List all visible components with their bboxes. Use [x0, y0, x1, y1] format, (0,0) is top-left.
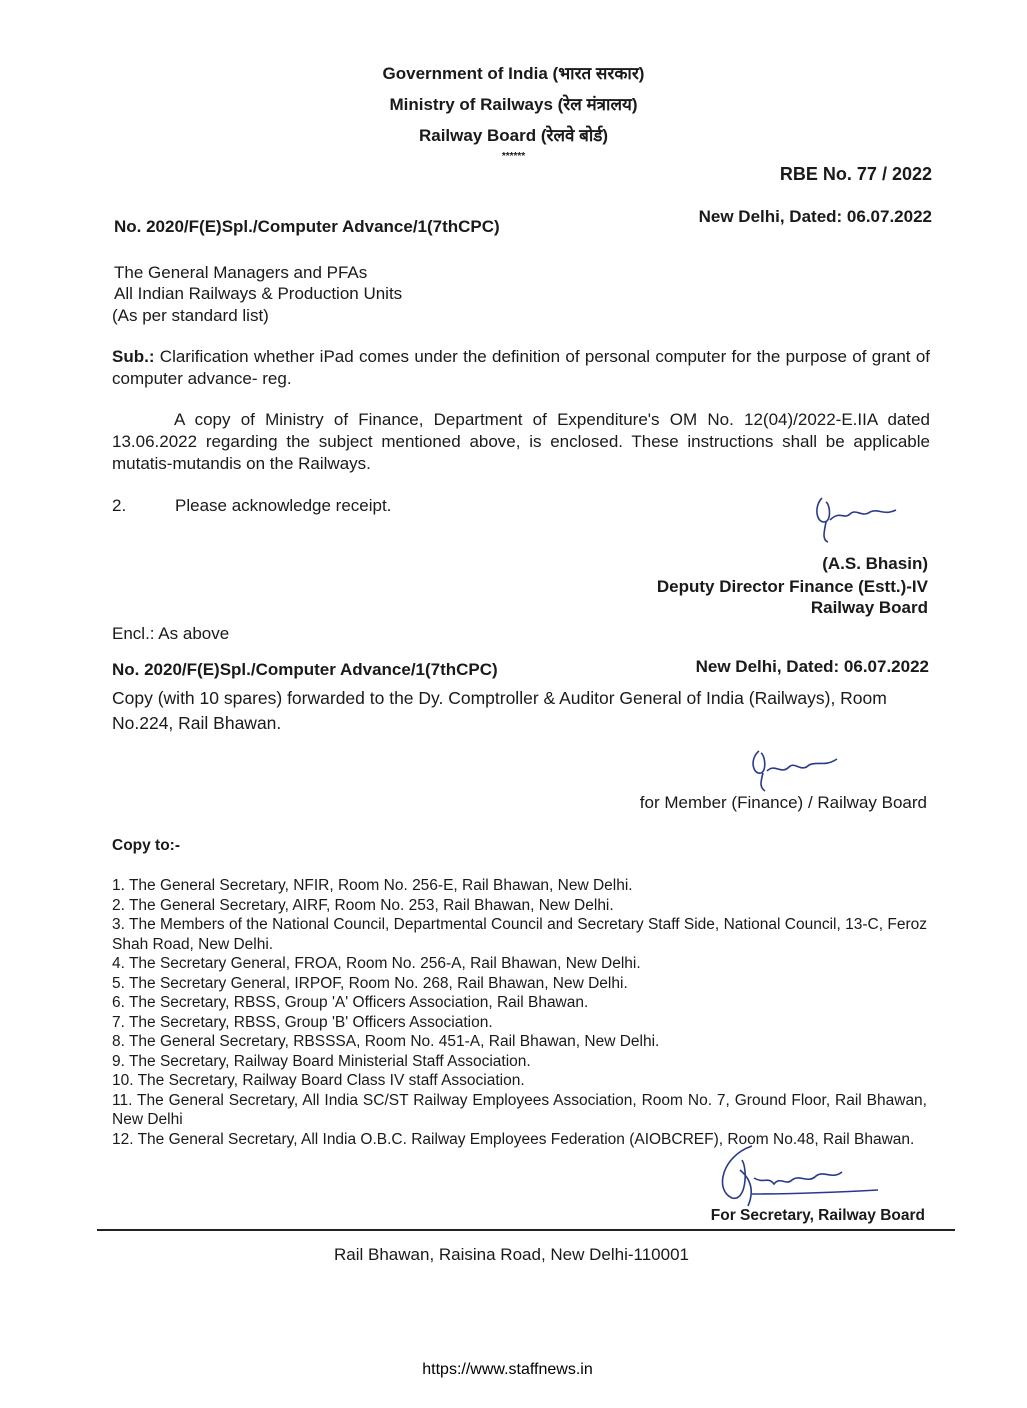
- signatory-office: Railway Board: [810, 598, 928, 617]
- reference-number-2: No. 2020/F(E)Spl./Computer Advance/1(7thCPC): [112, 660, 498, 679]
- list-item: 12. The General Secretary, All India O.B.C. Railway Employees Federation (AIOBCREF), Room No.48, Rail Bhawan.: [112, 1130, 915, 1148]
- paragraph-2-text: Please acknowledge receipt.: [175, 496, 392, 515]
- signatory-designation: Deputy Director Finance (Estt.)-IV: [656, 577, 928, 596]
- for-secretary: For Secretary, Railway Board: [710, 1207, 925, 1224]
- reference-number: No. 2020/F(E)Spl./Computer Advance/1(7thCPC): [114, 217, 500, 236]
- list-item: 3. The Members of the National Council, Departmental Council and Secretary Staff Side, National Council, 13-C, Feroz Shah Road, New Delhi.: [112, 916, 927, 953]
- list-item: 10. The Secretary, Railway Board Class IV staff Association.: [112, 1072, 525, 1089]
- addressee-line: All Indian Railways & Production Units: [114, 284, 403, 303]
- list-item: 8. The General Secretary, RBSSSA, Room No. 451-A, Rail Bhawan, New Delhi.: [112, 1033, 660, 1050]
- subject-label: Sub.:: [112, 347, 155, 366]
- source-url: https://www.staffnews.in: [422, 1361, 593, 1378]
- enclosure: Encl.: As above: [112, 624, 230, 643]
- list-item: 6. The Secretary, RBSS, Group 'A' Officers Association, Rail Bhawan.: [112, 994, 589, 1011]
- addressee-line: (As per standard list): [112, 306, 269, 325]
- list-item: 7. The Secretary, RBSS, Group 'B' Officers Association.: [112, 1013, 493, 1031]
- for-member-finance: for Member (Finance) / Railway Board: [639, 793, 927, 812]
- header-board: Railway Board (रेलवे बोर्ड): [418, 126, 609, 145]
- copy-forwarded: Copy (with 10 spares) forwarded to the Dy. Comptroller & Auditor General of India (Railways), Room No.224, Rail Bhawan.: [112, 688, 887, 733]
- addressee-line: The General Managers and PFAs: [114, 263, 368, 282]
- list-item: 5. The Secretary General, IRPOF, Room No. 268, Rail Bhawan, New Delhi.: [112, 974, 628, 992]
- paragraph-1: A copy of Ministry of Finance, Department of Expenditure's OM No. 12(04)/2022-E.IIA dated 13.06.2022 regarding the subject mentioned above, is enclosed. These instructions shall be applicable mutatis-mutandis on the Railways.: [112, 410, 930, 473]
- list-item: 11. The General Secretary, All India SC/ST Railway Employees Association, Room No. 7, Ground Floor, Rail Bhawan, New Delhi: [112, 1091, 927, 1128]
- footer-divider: [97, 1229, 955, 1231]
- header-stars: ******: [501, 151, 526, 162]
- signature-bhasin: [810, 492, 910, 547]
- signature-member: [745, 745, 855, 795]
- subject: [112, 346, 930, 390]
- date-line: New Delhi, Dated: 06.07.2022: [698, 207, 932, 226]
- copy-to-list: [112, 876, 927, 1149]
- signature-secretary: [712, 1140, 882, 1210]
- rbe-number: RBE No. 77 / 2022: [779, 164, 932, 184]
- list-item: 1. The General Secretary, NFIR, Room No. 256-E, Rail Bhawan, New Delhi.: [112, 877, 633, 894]
- footer-address: Rail Bhawan, Raisina Road, New Delhi-110001: [334, 1245, 689, 1264]
- date-line-2: New Delhi, Dated: 06.07.2022: [695, 657, 929, 676]
- list-item: 9. The Secretary, Railway Board Ministerial Staff Association.: [112, 1052, 531, 1070]
- signatory-name: (A.S. Bhasin): [822, 554, 928, 573]
- list-item: 4. The Secretary General, FROA, Room No. 256-A, Rail Bhawan, New Delhi.: [112, 955, 641, 972]
- list-item: 2. The General Secretary, AIRF, Room No. 253, Rail Bhawan, New Delhi.: [112, 896, 614, 914]
- subject-text: Clarification whether iPad comes under the definition of personal computer for the purpose of grant of computer advance- reg.: [112, 347, 930, 388]
- copy-to-label: Copy to:-: [112, 837, 181, 854]
- paragraph-2-number: 2.: [112, 496, 127, 515]
- header-ministry: Ministry of Railways (रेल मंत्रालय): [389, 95, 638, 114]
- header-government: Government of India (भारत सरकार): [382, 64, 645, 83]
